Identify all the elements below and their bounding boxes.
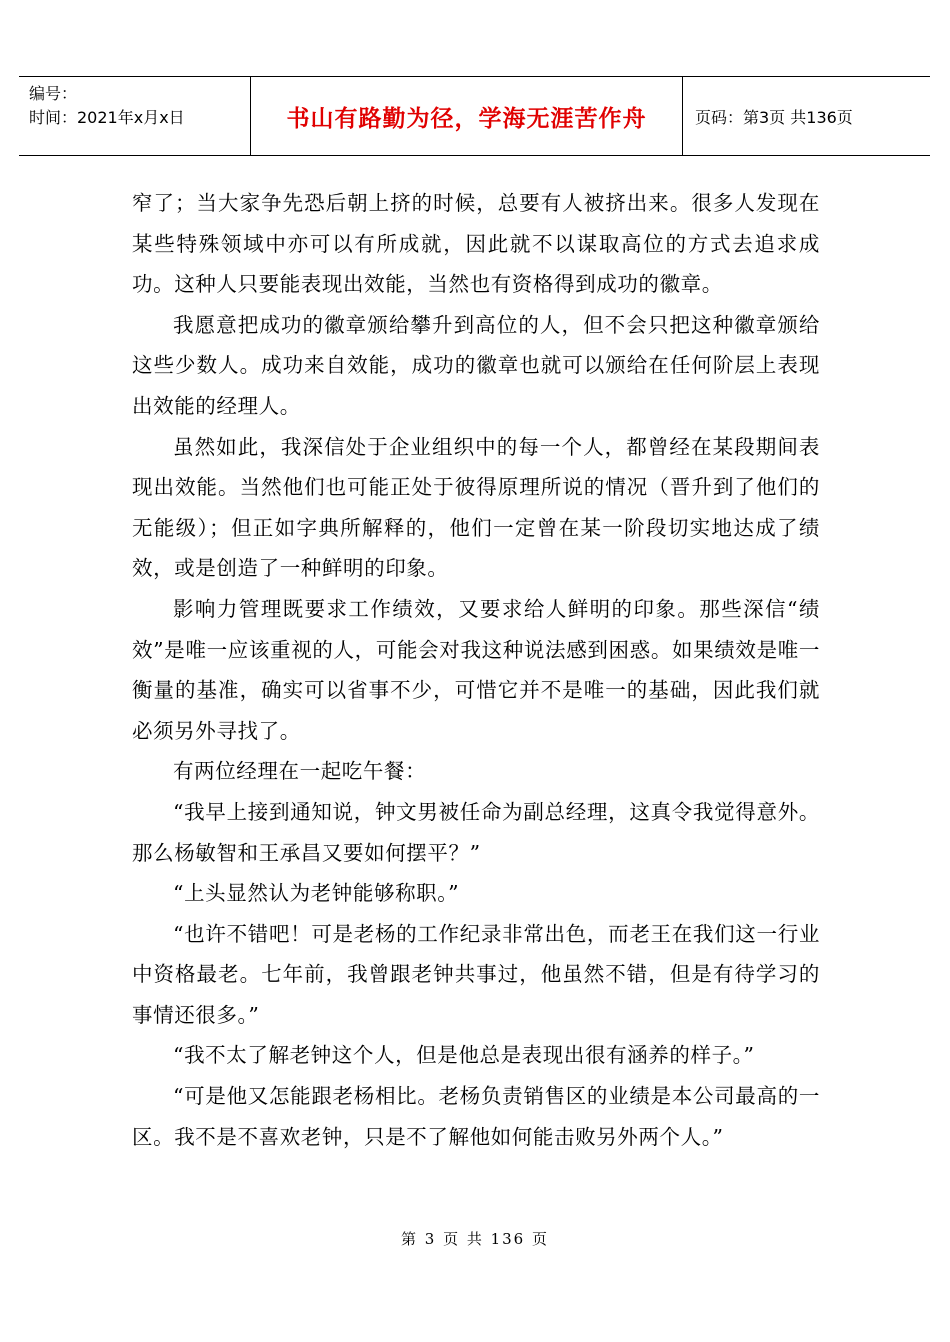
- header-meta: [19, 77, 251, 155]
- document-number-label: 编号：: [29, 84, 78, 103]
- paragraph: 影响力管理既要求工作绩效，又要求给人鲜明的印象。那些深信“绩效”是唯一应该重视的人，可能会对我这种说法感到困惑。如果绩效是唯一衡量的基准，确实可以省事不少，可惜它并不是唯一的基础，因此我们就必须另外寻找了。: [132, 596, 820, 743]
- paragraph: “我早上接到通知说，钟文男被任命为副总经理，这真令我觉得意外。那么杨敏智和王承昌又要如何摆平？”: [132, 799, 820, 865]
- paragraph: 我愿意把成功的徽章颁给攀升到高位的人，但不会只把这种徽章颁给这些少数人。成功来自效能，成功的徽章也就可以颁给在任何阶层上表现出效能的经理人。: [132, 312, 820, 418]
- header-slogan: 书山有路勤为径，学海无涯苦作舟: [251, 77, 683, 155]
- paragraph: “我不太了解老钟这个人，但是他总是表现出很有涵养的样子。”: [173, 1043, 755, 1068]
- paragraph: “可是他又怎能跟老杨相比。老杨负责销售区的业绩是本公司最高的一区。我不是不喜欢老钟，只是不了解他如何能击败另外两个人。”: [132, 1084, 820, 1149]
- paragraph: 有两位经理在一起吃午餐：: [173, 759, 427, 784]
- page-footer: 第 3 页 共 136 页: [400, 1230, 549, 1248]
- document-time-label: 时间：2021年x月x日: [29, 108, 185, 127]
- document-body: [132, 183, 820, 1157]
- paragraph: 虽然如此，我深信处于企业组织中的每一个人，都曾经在某段期间表现出效能。当然他们也可能正处于彼得原理所说的情况（晋升到了他们的无能级）；但正如字典所解释的，他们一定曾在某一阶段切实地达成了绩效，或是创造了一种鲜明的印象。: [132, 434, 820, 581]
- page-header: [19, 76, 930, 156]
- header-page-info: 页码：第3页 共136页: [695, 107, 853, 127]
- paragraph: “上头显然认为老钟能够称职。”: [173, 881, 460, 906]
- paragraph: “也许不错吧！可是老杨的工作纪录非常出色，而老王在我们这一行业中资格最老。七年前，我曾跟老钟共事过，他虽然不错，但是有待学习的事情还很多。”: [132, 921, 820, 1027]
- paragraph: 窄了；当大家争先恐后朝上挤的时候，总要有人被挤出来。很多人发现在某些特殊领域中亦可以有所成就，因此就不以谋取高位的方式去追求成功。这种人只要能表现出效能，当然也有资格得到成功的徽章。: [132, 191, 820, 297]
